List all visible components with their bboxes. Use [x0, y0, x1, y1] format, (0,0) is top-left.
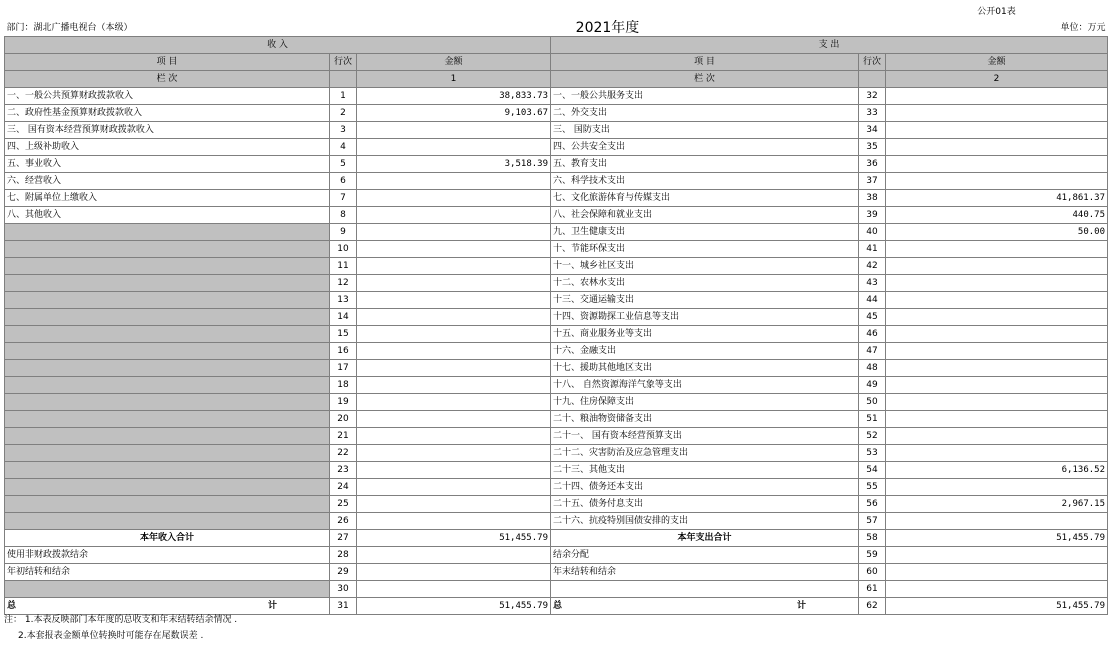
income-item-label — [5, 360, 330, 377]
expense-amount — [886, 479, 1108, 496]
income-amount — [357, 462, 551, 479]
income-row-number: 1 — [330, 88, 357, 105]
income-row-number: 19 — [330, 394, 357, 411]
department-label: 部门：湖北广播电视台（本级） — [6, 23, 133, 33]
table-row — [5, 292, 1108, 309]
expense-row-number: 56 — [859, 496, 886, 513]
income-amount — [357, 190, 551, 207]
expense-amount — [886, 105, 1108, 122]
expense-item-label: 二十、粮油物资储备支出 — [551, 411, 859, 428]
income-row-number: 20 — [330, 411, 357, 428]
income-amount: 9,103.67 — [357, 105, 551, 122]
expense-item-label: 十一、城乡社区支出 — [551, 258, 859, 275]
footnotes — [4, 612, 237, 644]
expense-amount — [886, 88, 1108, 105]
table-row — [5, 241, 1108, 258]
income-item-label: 七、附属单位上缴收入 — [5, 190, 330, 207]
income-amount — [357, 275, 551, 292]
table-row — [5, 224, 1108, 241]
expense-item-label: 十六、金融支出 — [551, 343, 859, 360]
income-row-number: 14 — [330, 309, 357, 326]
income-item-label: 四、上级补助收入 — [5, 139, 330, 156]
expense-amount — [886, 428, 1108, 445]
expense-item-label: 十四、资源勘探工业信息等支出 — [551, 309, 859, 326]
column-header-row — [5, 54, 1108, 71]
income-amount — [357, 496, 551, 513]
expense-row-number: 43 — [859, 275, 886, 292]
table-row — [5, 88, 1108, 105]
expense-total-label — [551, 598, 859, 615]
column-index-row — [5, 71, 1108, 88]
form-code-row — [5, 4, 1108, 20]
income-item-header: 项 目 — [5, 54, 330, 71]
expense-amount — [886, 258, 1108, 275]
income-item-label: 五、事业收入 — [5, 156, 330, 173]
expense-row-number: 36 — [859, 156, 886, 173]
income-section-header: 收 入 — [5, 37, 551, 54]
expense-amount: 51,455.79 — [886, 530, 1108, 547]
income-row-number: 4 — [330, 139, 357, 156]
expense-amount — [886, 241, 1108, 258]
expense-item-label: 二十三、其他支出 — [551, 462, 859, 479]
expense-item-label: 十八、 自然资源海洋气象等支出 — [551, 377, 859, 394]
income-item-label: 八、其他收入 — [5, 207, 330, 224]
expense-row-number: 48 — [859, 360, 886, 377]
income-total-amount: 51,455.79 — [357, 598, 551, 615]
expense-amount — [886, 139, 1108, 156]
income-amount — [357, 394, 551, 411]
table-row — [5, 105, 1108, 122]
expense-amount — [886, 156, 1108, 173]
income-row-number: 10 — [330, 241, 357, 258]
budget-table-container — [4, 4, 1107, 615]
form-code: 公开01表 — [977, 7, 1016, 17]
income-row-number: 24 — [330, 479, 357, 496]
income-lanci-label: 栏 次 — [5, 71, 330, 88]
table-row — [5, 428, 1108, 445]
income-item-label — [5, 241, 330, 258]
year-title: 2021年度 — [575, 20, 640, 36]
expense-amount — [886, 411, 1108, 428]
income-item-label: 一、一般公共预算财政拨款收入 — [5, 88, 330, 105]
table-row — [5, 513, 1108, 530]
expense-item-header: 项 目 — [551, 54, 859, 71]
expense-amount — [886, 513, 1108, 530]
income-amount — [357, 343, 551, 360]
expense-item-label: 八、社会保障和就业支出 — [551, 207, 859, 224]
income-amount — [357, 224, 551, 241]
expense-item-label: 三、 国防支出 — [551, 122, 859, 139]
income-amount — [357, 326, 551, 343]
table-row — [5, 360, 1108, 377]
income-amount: 51,455.79 — [357, 530, 551, 547]
expense-row-number: 46 — [859, 326, 886, 343]
expense-item-label: 年末结转和结余 — [551, 564, 859, 581]
income-row-number: 6 — [330, 173, 357, 190]
table-row — [5, 173, 1108, 190]
income-row-number: 3 — [330, 122, 357, 139]
income-row-number: 30 — [330, 581, 357, 598]
expense-amount — [886, 275, 1108, 292]
expense-row-number: 51 — [859, 411, 886, 428]
expense-amount — [886, 581, 1108, 598]
table-row — [5, 139, 1108, 156]
income-row-number: 13 — [330, 292, 357, 309]
unit-label: 单位：万元 — [1060, 23, 1106, 33]
income-amount — [357, 241, 551, 258]
income-item-label — [5, 377, 330, 394]
expense-amount — [886, 445, 1108, 462]
income-amount — [357, 122, 551, 139]
expense-row-number: 41 — [859, 241, 886, 258]
expense-row-number: 59 — [859, 547, 886, 564]
expense-item-label: 结余分配 — [551, 547, 859, 564]
income-row-number: 27 — [330, 530, 357, 547]
expense-row-number: 50 — [859, 394, 886, 411]
table-row — [5, 275, 1108, 292]
table-row — [5, 547, 1108, 564]
table-row — [5, 394, 1108, 411]
expense-amount — [886, 343, 1108, 360]
income-row-number: 11 — [330, 258, 357, 275]
income-item-label — [5, 445, 330, 462]
expense-item-label: 四、公共安全支出 — [551, 139, 859, 156]
expense-row-number: 40 — [859, 224, 886, 241]
footnote-2: 2.本套报表金额单位转换时可能存在尾数误差 . — [18, 631, 204, 641]
income-row-number: 17 — [330, 360, 357, 377]
income-amount — [357, 564, 551, 581]
income-row-number: 5 — [330, 156, 357, 173]
income-total-label-left: 总 — [7, 601, 17, 611]
expense-item-label: 一、一般公共服务支出 — [551, 88, 859, 105]
table-row — [5, 564, 1108, 581]
income-row-number: 29 — [330, 564, 357, 581]
expense-item-label: 五、教育支出 — [551, 156, 859, 173]
expense-row-number: 57 — [859, 513, 886, 530]
expense-item-label: 二、外交支出 — [551, 105, 859, 122]
income-row-number: 22 — [330, 445, 357, 462]
income-amount — [357, 309, 551, 326]
income-item-label: 年初结转和结余 — [5, 564, 330, 581]
income-row-number: 15 — [330, 326, 357, 343]
expense-item-label: 十二、农林水支出 — [551, 275, 859, 292]
expense-row-number: 49 — [859, 377, 886, 394]
income-amount — [357, 428, 551, 445]
income-item-label: 使用非财政拨款结余 — [5, 547, 330, 564]
income-row-number: 25 — [330, 496, 357, 513]
expense-item-label: 本年支出合计 — [551, 530, 859, 547]
expense-row-number: 34 — [859, 122, 886, 139]
expense-item-label: 十九、住房保障支出 — [551, 394, 859, 411]
footnote-1: 注： 1.本表反映部门本年度的总收支和年末结转结余情况 . — [4, 615, 238, 625]
expense-item-label: 二十六、抗疫特别国债安排的支出 — [551, 513, 859, 530]
subtotal-row — [5, 530, 1108, 547]
expense-item-label: 六、科学技术支出 — [551, 173, 859, 190]
income-amount — [357, 411, 551, 428]
expense-amount — [886, 377, 1108, 394]
expense-item-label: 二十一、 国有资本经营预算支出 — [551, 428, 859, 445]
income-total-row-number: 31 — [330, 598, 357, 615]
table-row — [5, 462, 1108, 479]
income-amount-header: 金额 — [357, 54, 551, 71]
table-row — [5, 309, 1108, 326]
expense-amount — [886, 326, 1108, 343]
income-col-no: 1 — [357, 71, 551, 88]
income-item-label: 三、 国有资本经营预算财政拨款收入 — [5, 122, 330, 139]
income-row-number: 8 — [330, 207, 357, 224]
income-item-label — [5, 258, 330, 275]
income-amount — [357, 360, 551, 377]
income-item-label — [5, 292, 330, 309]
expense-amount — [886, 292, 1108, 309]
income-amount — [357, 377, 551, 394]
table-row — [5, 190, 1108, 207]
expense-total-amount: 51,455.79 — [886, 598, 1108, 615]
expense-row-number: 33 — [859, 105, 886, 122]
income-amount — [357, 445, 551, 462]
expense-item-label: 七、文化旅游体育与传媒支出 — [551, 190, 859, 207]
income-amount — [357, 581, 551, 598]
expense-item-label: 二十四、债务还本支出 — [551, 479, 859, 496]
expense-row-number: 53 — [859, 445, 886, 462]
expense-item-label: 十、节能环保支出 — [551, 241, 859, 258]
income-row-number: 12 — [330, 275, 357, 292]
expense-row-number: 35 — [859, 139, 886, 156]
income-item-label — [5, 224, 330, 241]
expense-amount — [886, 173, 1108, 190]
table-row — [5, 258, 1108, 275]
income-row-number: 16 — [330, 343, 357, 360]
expense-row-number: 52 — [859, 428, 886, 445]
expense-section-header: 支 出 — [551, 37, 1108, 54]
income-item-label — [5, 411, 330, 428]
income-item-label — [5, 275, 330, 292]
income-row-number: 26 — [330, 513, 357, 530]
expense-row-number: 60 — [859, 564, 886, 581]
expense-item-label: 十三、交通运输支出 — [551, 292, 859, 309]
income-row-number: 7 — [330, 190, 357, 207]
expense-row-number: 37 — [859, 173, 886, 190]
table-row — [5, 479, 1108, 496]
income-amount — [357, 479, 551, 496]
income-row-number: 18 — [330, 377, 357, 394]
expense-amount: 6,136.52 — [886, 462, 1108, 479]
table-row — [5, 122, 1108, 139]
table-row — [5, 445, 1108, 462]
table-row — [5, 156, 1108, 173]
expense-row-number: 39 — [859, 207, 886, 224]
income-item-label — [5, 428, 330, 445]
expense-item-label: 九、卫生健康支出 — [551, 224, 859, 241]
table-row — [5, 411, 1108, 428]
expense-amount-header: 金额 — [886, 54, 1108, 71]
table-row — [5, 343, 1108, 360]
table-row — [5, 581, 1108, 598]
income-row-number: 2 — [330, 105, 357, 122]
income-item-label — [5, 479, 330, 496]
income-rowno-header: 行次 — [330, 54, 357, 71]
expense-col-no: 2 — [886, 71, 1108, 88]
income-item-label: 二、政府性基金预算财政拨款收入 — [5, 105, 330, 122]
expense-total-label-left: 总 — [553, 601, 563, 611]
income-amount — [357, 513, 551, 530]
income-row-number: 23 — [330, 462, 357, 479]
expense-row-number: 44 — [859, 292, 886, 309]
title-row — [5, 20, 1108, 37]
expense-item-label: 二十五、债务付息支出 — [551, 496, 859, 513]
expense-item-label — [551, 581, 859, 598]
expense-row-number: 38 — [859, 190, 886, 207]
expense-amount: 440.75 — [886, 207, 1108, 224]
income-item-label — [5, 513, 330, 530]
income-amount: 3,518.39 — [357, 156, 551, 173]
expense-amount — [886, 547, 1108, 564]
expense-amount — [886, 309, 1108, 326]
income-amount — [357, 547, 551, 564]
income-item-label — [5, 326, 330, 343]
expense-lanci-label: 栏 次 — [551, 71, 859, 88]
income-item-label — [5, 343, 330, 360]
income-expense-table — [4, 4, 1108, 615]
income-amount: 38,833.73 — [357, 88, 551, 105]
table-row — [5, 326, 1108, 343]
income-row-number: 21 — [330, 428, 357, 445]
section-header-row — [5, 37, 1108, 54]
income-item-label — [5, 309, 330, 326]
expense-amount — [886, 564, 1108, 581]
income-item-label — [5, 581, 330, 598]
expense-row-number: 47 — [859, 343, 886, 360]
expense-total-row-number: 62 — [859, 598, 886, 615]
expense-amount — [886, 394, 1108, 411]
income-amount — [357, 292, 551, 309]
table-row — [5, 207, 1108, 224]
expense-row-number: 45 — [859, 309, 886, 326]
expense-amount — [886, 122, 1108, 139]
income-total-label-right: 计 — [267, 601, 277, 611]
expense-row-number: 54 — [859, 462, 886, 479]
income-amount — [357, 173, 551, 190]
expense-rowno-header: 行次 — [859, 54, 886, 71]
income-item-label — [5, 394, 330, 411]
income-row-number: 9 — [330, 224, 357, 241]
expense-amount: 41,861.37 — [886, 190, 1108, 207]
expense-total-label-right: 计 — [796, 601, 806, 611]
expense-item-label: 十五、商业服务业等支出 — [551, 326, 859, 343]
income-amount — [357, 207, 551, 224]
table-row — [5, 496, 1108, 513]
income-amount — [357, 258, 551, 275]
expense-amount: 50.00 — [886, 224, 1108, 241]
income-item-label: 六、经营收入 — [5, 173, 330, 190]
income-row-number: 28 — [330, 547, 357, 564]
income-item-label — [5, 462, 330, 479]
income-amount — [357, 139, 551, 156]
expense-row-number: 61 — [859, 581, 886, 598]
expense-amount — [886, 360, 1108, 377]
income-item-label — [5, 496, 330, 513]
expense-amount: 2,967.15 — [886, 496, 1108, 513]
expense-row-number: 32 — [859, 88, 886, 105]
expense-row-number: 42 — [859, 258, 886, 275]
income-item-label: 本年收入合计 — [5, 530, 330, 547]
expense-item-label: 十七、援助其他地区支出 — [551, 360, 859, 377]
expense-row-number: 55 — [859, 479, 886, 496]
table-row — [5, 377, 1108, 394]
expense-row-number: 58 — [859, 530, 886, 547]
expense-item-label: 二十二、灾害防治及应急管理支出 — [551, 445, 859, 462]
